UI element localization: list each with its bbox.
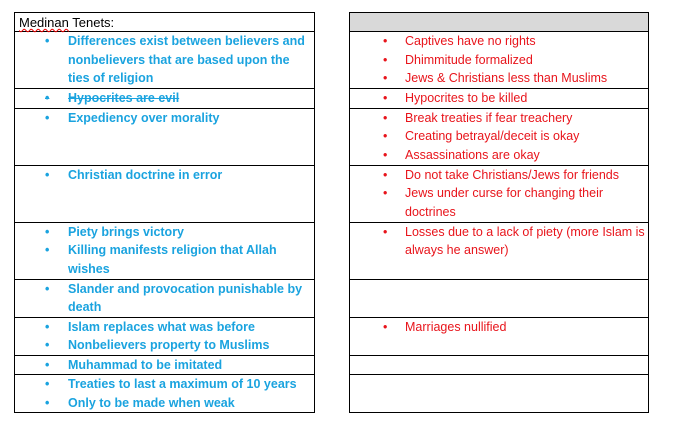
table-row (15, 32, 315, 89)
table-row (15, 89, 315, 109)
list-item-text: Slander and provocation punishable by death (68, 281, 303, 314)
bullet-list (350, 223, 648, 260)
table-cell (350, 89, 649, 109)
list-item (350, 318, 648, 337)
bullet-icon: • (383, 34, 388, 48)
table-row (350, 108, 649, 165)
bullet-icon: • (45, 34, 50, 48)
list-item (15, 89, 314, 108)
list-item-text: Differences exist between believers and nonbelievers that are based upon the ties of religion (68, 34, 305, 85)
list-item-text: Jews under curse for changing their doctrines (405, 186, 604, 219)
bullet-icon: • (383, 71, 388, 85)
list-item-text: Creating betrayal/deceit is okay (405, 129, 580, 143)
bullet-icon: • (45, 224, 50, 239)
table-header (15, 13, 314, 30)
list-item-text: Hypocrites are evil (68, 91, 180, 105)
table-row (15, 108, 315, 165)
bullet-list (15, 375, 314, 412)
table-row (350, 317, 649, 355)
list-item (15, 280, 314, 317)
bullet-icon: • (45, 281, 50, 296)
bullet-list (15, 280, 314, 317)
table-cell (350, 355, 649, 374)
table-row (350, 165, 649, 222)
header-cell (350, 13, 649, 32)
list-item (350, 223, 648, 260)
bullet-icon: • (383, 186, 388, 200)
list-item-text: Assassinations are okay (405, 147, 540, 162)
list-item (350, 127, 648, 146)
list-item-text: Captives have no rights (405, 34, 536, 48)
bullet-icon: • (383, 110, 388, 125)
list-item (350, 184, 648, 221)
list-item (350, 69, 648, 88)
bullet-list (350, 166, 648, 222)
table-cell (350, 32, 649, 89)
bullet-icon: • (45, 357, 50, 372)
list-item (15, 356, 314, 375)
table-cell (15, 89, 315, 109)
list-item (15, 394, 314, 413)
list-item (350, 109, 648, 128)
bullet-list (350, 89, 648, 108)
bullet-icon: • (383, 224, 388, 239)
table-row (15, 355, 315, 375)
table-header (350, 13, 648, 15)
bullet-list (350, 109, 648, 165)
medinan-tenets-table (14, 12, 315, 413)
table-cell (15, 375, 315, 413)
table-cell (350, 222, 649, 279)
header-row (15, 13, 315, 32)
list-item-text: Expediency over morality (68, 110, 220, 125)
table-cell (350, 165, 649, 222)
list-item (350, 146, 648, 165)
list-item (15, 375, 314, 394)
bullet-icon: • (383, 167, 388, 182)
list-item-text: Dhimmitude formalized (405, 52, 533, 67)
bullet-icon: • (383, 319, 388, 334)
bullet-icon: • (45, 377, 50, 391)
table-row (350, 355, 649, 374)
bullet-list (15, 318, 314, 355)
list-item (15, 223, 314, 242)
list-item (350, 51, 648, 70)
table-cell (350, 317, 649, 355)
list-item (15, 109, 314, 128)
list-item-text: Do not take Christians/Jews for friends (405, 167, 619, 182)
list-item (15, 318, 314, 337)
bullet-icon: • (45, 110, 50, 125)
table-row (15, 222, 315, 279)
bullet-icon: • (45, 243, 50, 257)
table-row (350, 222, 649, 279)
bullet-icon: • (383, 129, 388, 143)
bullet-icon: • (383, 91, 388, 105)
bullet-icon: • (45, 91, 50, 105)
list-item-text: Jews & Christians less than Muslims (405, 71, 608, 85)
list-item (15, 336, 314, 355)
list-item (15, 32, 314, 88)
table-cell (350, 108, 649, 165)
table-cell (350, 374, 649, 412)
table-row (350, 32, 649, 89)
list-item-text: Killing manifests religion that Allah wishes (68, 243, 277, 276)
header-word-tenets: Tenets: (68, 15, 115, 30)
bullet-icon: • (45, 338, 50, 352)
table-cell (15, 279, 315, 317)
bullet-list (15, 109, 314, 128)
header-row (350, 13, 649, 32)
list-item-text: Break treaties if fear treachery (405, 110, 573, 125)
bullet-icon: • (383, 147, 388, 162)
list-item (15, 241, 314, 278)
table-cell (15, 108, 315, 165)
bullet-list (15, 32, 314, 88)
table-row (350, 374, 649, 412)
table-cell (15, 165, 315, 222)
bullet-list (15, 356, 314, 375)
table-cell (15, 32, 315, 89)
list-item-text: Marriages nullified (405, 319, 507, 334)
table-cell (15, 222, 315, 279)
list-item (350, 32, 648, 51)
table-row (15, 375, 315, 413)
table-row (15, 165, 315, 222)
table-cell (350, 279, 649, 317)
list-item-text: Hypocrites to be killed (405, 91, 528, 105)
bullet-icon: • (383, 52, 388, 67)
list-item-text: Treaties to last a maximum of 10 years (68, 377, 297, 391)
bullet-icon: • (45, 167, 50, 182)
list-item (350, 89, 648, 108)
bullet-icon: • (45, 395, 50, 410)
list-item-text: Christian doctrine in error (68, 167, 223, 182)
list-item-text: Losses due to a lack of piety (more Islam is always he answer) (405, 224, 645, 257)
list-item-text: Islam replaces what was before (68, 319, 255, 334)
list-item-text: Nonbelievers property to Muslims (68, 338, 270, 352)
list-item-text: Muhammad to be imitated (68, 357, 223, 372)
table-row (350, 89, 649, 109)
bullet-list (15, 89, 314, 108)
bullet-list (350, 32, 648, 88)
bullet-list (15, 166, 314, 185)
list-item-text: Piety brings victory (68, 224, 185, 239)
table-row (350, 279, 649, 317)
table-row (15, 317, 315, 355)
header-cell (15, 13, 315, 32)
list-item (15, 166, 314, 185)
list-item-text: Only to be made when weak (68, 395, 235, 410)
table-cell (15, 317, 315, 355)
list-item (350, 166, 648, 185)
table-cell (15, 355, 315, 375)
consequences-table (349, 12, 649, 413)
bullet-icon: • (45, 319, 50, 334)
header-word-medinan: Medinan (19, 15, 69, 30)
bullet-list (15, 223, 314, 279)
bullet-list (350, 318, 648, 337)
table-row (15, 279, 315, 317)
